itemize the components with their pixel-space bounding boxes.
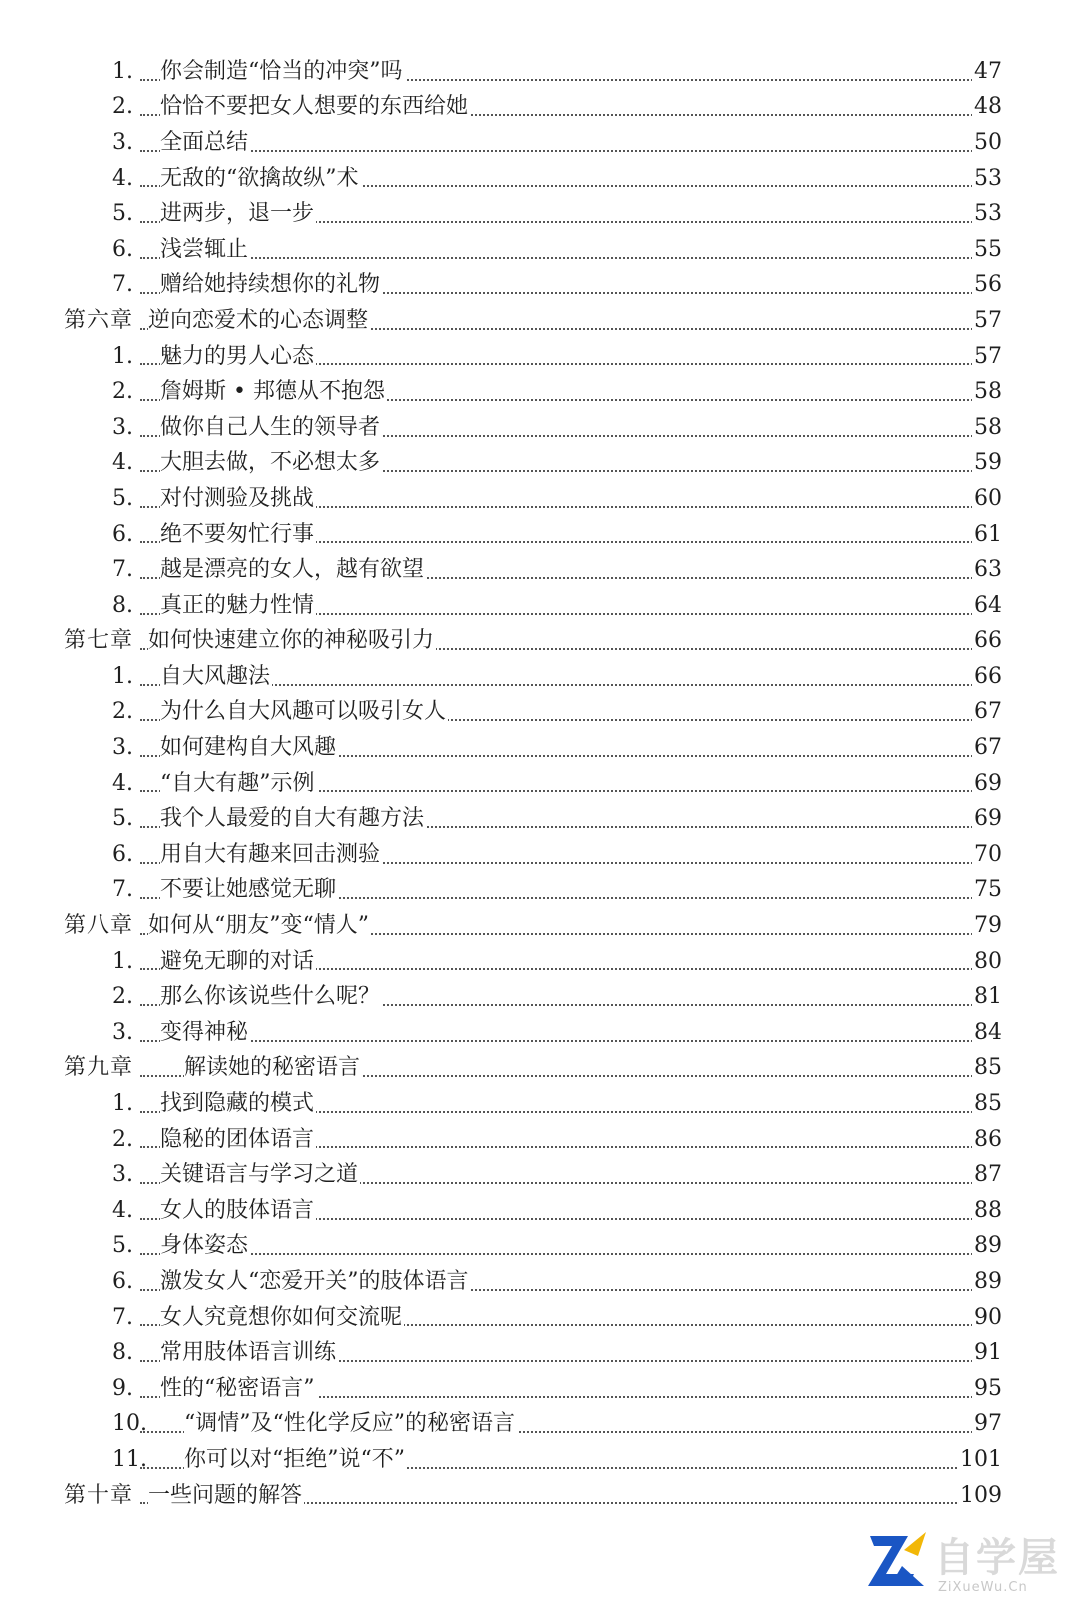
toc-chapter-row	[0, 624, 1080, 660]
entry-number: 6.	[112, 521, 133, 547]
toc-entry-row	[0, 1015, 1080, 1051]
table-of-contents	[0, 54, 1080, 1513]
chapter-label: 第八章	[64, 913, 134, 939]
toc-chapter-row	[0, 908, 1080, 944]
toc-entry-row	[0, 125, 1080, 161]
toc-entry-row	[0, 944, 1080, 980]
toc-entry-row	[0, 410, 1080, 446]
entry-number: 8.	[112, 1340, 133, 1366]
entry-number: 4.	[112, 450, 133, 476]
toc-entry-row	[0, 1442, 1080, 1478]
page-number: 61	[974, 521, 1002, 547]
entry-title: 激发女人“恋爱开关”的肢体语言	[160, 1268, 469, 1294]
toc-entry-row	[0, 1229, 1080, 1265]
page-number: 81	[974, 984, 1002, 1010]
entry-number: 3.	[112, 735, 133, 761]
chapter-label: 第九章	[64, 1055, 134, 1081]
entry-number: 4.	[112, 770, 133, 796]
entry-title: 对付测验及挑战	[160, 485, 315, 511]
toc-entry-row	[0, 1193, 1080, 1229]
page-number: 91	[974, 1340, 1002, 1366]
page-number: 85	[974, 1091, 1002, 1117]
toc-entry-row	[0, 1122, 1080, 1158]
entry-number: 3.	[112, 129, 133, 155]
entry-title: 不要让她感觉无聊	[160, 877, 337, 903]
entry-title: 魅力的男人心态	[160, 343, 315, 369]
entry-title: 性的“秘密语言”	[160, 1375, 315, 1401]
toc-entry-row	[0, 801, 1080, 837]
page-number: 101	[960, 1446, 1002, 1472]
entry-number: 4.	[112, 1197, 133, 1223]
toc-entry-row	[0, 268, 1080, 304]
toc-entry-row	[0, 1407, 1080, 1443]
toc-entry-row	[0, 232, 1080, 268]
entry-number: 11.	[112, 1446, 147, 1472]
entry-title: 变得神秘	[160, 1019, 249, 1045]
dot-leader	[140, 1040, 996, 1042]
page-number: 84	[974, 1019, 1002, 1045]
entry-number: 10.	[112, 1411, 147, 1437]
entry-title: 绝不要匆忙行事	[160, 521, 315, 547]
entry-title: 大胆去做，不必想太多	[160, 450, 381, 476]
entry-number: 3.	[112, 414, 133, 440]
toc-entry-row	[0, 1371, 1080, 1407]
entry-title: 全面总结	[160, 129, 249, 155]
entry-title: 用自大有趣来回击测验	[160, 841, 381, 867]
entry-number: 6.	[112, 236, 133, 262]
entry-number: 9.	[112, 1375, 133, 1401]
entry-number: 5.	[112, 201, 133, 227]
entry-number: 3.	[112, 1019, 133, 1045]
toc-entry-row	[0, 552, 1080, 588]
zixuewu-logo-icon	[864, 1526, 930, 1592]
entry-number: 2.	[112, 699, 133, 725]
entry-title: 关键语言与学习之道	[160, 1162, 359, 1188]
entry-number: 2.	[112, 984, 133, 1010]
page-number: 80	[974, 948, 1002, 974]
entry-number: 7.	[112, 557, 133, 583]
dot-leader	[140, 1253, 996, 1255]
toc-entry-row	[0, 517, 1080, 553]
page-number: 59	[974, 450, 1002, 476]
entry-title: 赠给她持续想你的礼物	[160, 272, 381, 298]
toc-entry-row	[0, 339, 1080, 375]
page-number: 58	[974, 414, 1002, 440]
entry-number: 8.	[112, 592, 133, 618]
toc-entry-row	[0, 481, 1080, 517]
toc-entry-row	[0, 837, 1080, 873]
toc-chapter-row	[0, 1051, 1080, 1087]
entry-title: 一些问题的解答	[148, 1482, 303, 1508]
dot-leader	[140, 150, 996, 152]
toc-entry-row	[0, 54, 1080, 90]
entry-number: 7.	[112, 272, 133, 298]
page-number: 55	[974, 236, 1002, 262]
entry-number: 6.	[112, 841, 133, 867]
page-number: 63	[974, 557, 1002, 583]
entry-number: 2.	[112, 1126, 133, 1152]
entry-title: 解读她的秘密语言	[184, 1055, 361, 1081]
page-number: 95	[974, 1375, 1002, 1401]
entry-title: 如何快速建立你的神秘吸引力	[148, 628, 435, 654]
entry-number: 1.	[112, 58, 133, 84]
toc-entry-row	[0, 1264, 1080, 1300]
page-number: 90	[974, 1304, 1002, 1330]
entry-title: 为什么自大风趣可以吸引女人	[160, 699, 447, 725]
page-number: 48	[974, 94, 1002, 120]
entry-number: 3.	[112, 1162, 133, 1188]
page-number: 53	[974, 165, 1002, 191]
entry-title: 自大风趣法	[160, 663, 271, 689]
toc-entry-row	[0, 1300, 1080, 1336]
toc-entry-row	[0, 659, 1080, 695]
toc-entry-row	[0, 1157, 1080, 1193]
toc-entry-row	[0, 766, 1080, 802]
page-number: 66	[974, 663, 1002, 689]
entry-number: 1.	[112, 663, 133, 689]
entry-title: 越是漂亮的女人，越有欲望	[160, 557, 425, 583]
entry-number: 2.	[112, 94, 133, 120]
toc-entry-row	[0, 1086, 1080, 1122]
page-number: 86	[974, 1126, 1002, 1152]
page-number: 57	[974, 343, 1002, 369]
entry-title: 避免无聊的对话	[160, 948, 315, 974]
page-number: 87	[974, 1162, 1002, 1188]
watermark-text: 自学屋	[934, 1535, 1060, 1581]
entry-title: 常用肢体语言训练	[160, 1340, 337, 1366]
entry-title: 做你自己人生的领导者	[160, 414, 381, 440]
entry-title: “调情”及“性化学反应”的秘密语言	[184, 1411, 515, 1437]
entry-number: 7.	[112, 877, 133, 903]
entry-title: 身体姿态	[160, 1233, 249, 1259]
toc-entry-row	[0, 730, 1080, 766]
entry-number: 7.	[112, 1304, 133, 1330]
page-number: 89	[974, 1233, 1002, 1259]
entry-title: 那么你该说些什么呢？	[160, 984, 381, 1010]
page-number: 109	[960, 1482, 1002, 1508]
entry-number: 2.	[112, 379, 133, 405]
watermark-url: ZiXueWu.Cn	[938, 1580, 1028, 1595]
entry-title: 如何从“朋友”变“情人”	[148, 913, 369, 939]
entry-title: 真正的魅力性情	[160, 592, 315, 618]
page-number: 67	[974, 699, 1002, 725]
entry-title: 恰恰不要把女人想要的东西给她	[160, 94, 469, 120]
page-number: 66	[974, 628, 1002, 654]
chapter-label: 第七章	[64, 628, 134, 654]
toc-entry-row	[0, 695, 1080, 731]
entry-title: 你会制造“恰当的冲突”吗	[160, 58, 403, 84]
page-number: 88	[974, 1197, 1002, 1223]
toc-chapter-row	[0, 303, 1080, 339]
entry-number: 1.	[112, 948, 133, 974]
toc-entry-row	[0, 979, 1080, 1015]
entry-number: 5.	[112, 806, 133, 832]
page-number: 70	[974, 841, 1002, 867]
entry-title: 逆向恋爱术的心态调整	[148, 307, 369, 333]
entry-title: 如何建构自大风趣	[160, 735, 337, 761]
entry-title: 浅尝辄止	[160, 236, 249, 262]
page-number: 67	[974, 735, 1002, 761]
entry-title: 我个人最爱的自大有趣方法	[160, 806, 425, 832]
page-number: 60	[974, 485, 1002, 511]
page-number: 75	[974, 877, 1002, 903]
watermark	[864, 1522, 1074, 1602]
dot-leader	[140, 257, 996, 259]
page-number: 57	[974, 307, 1002, 333]
toc-entry-row	[0, 588, 1080, 624]
page-number: 97	[974, 1411, 1002, 1437]
entry-title: 女人究竟想你如何交流呢	[160, 1304, 403, 1330]
entry-title: 詹姆斯 • 邦德从不抱怨	[160, 379, 385, 405]
chapter-label: 第六章	[64, 307, 134, 333]
toc-chapter-row	[0, 1478, 1080, 1514]
entry-title: 你可以对“拒绝”说“不”	[184, 1446, 405, 1472]
entry-title: 进两步，退一步	[160, 201, 315, 227]
toc-entry-row	[0, 374, 1080, 410]
page-number: 69	[974, 770, 1002, 796]
toc-entry-row	[0, 161, 1080, 197]
toc-entry-row	[0, 90, 1080, 126]
entry-title: 无敌的“欲擒故纵”术	[160, 165, 359, 191]
chapter-label: 第十章	[64, 1482, 134, 1508]
page-number: 53	[974, 201, 1002, 227]
entry-number: 1.	[112, 1091, 133, 1117]
toc-entry-row	[0, 873, 1080, 909]
entry-title: 女人的肢体语言	[160, 1197, 315, 1223]
page-number: 69	[974, 806, 1002, 832]
page-number: 47	[974, 58, 1002, 84]
toc-entry-row	[0, 196, 1080, 232]
page-number: 64	[974, 592, 1002, 618]
toc-entry-row	[0, 1335, 1080, 1371]
entry-number: 1.	[112, 343, 133, 369]
entry-title: 隐秘的团体语言	[160, 1126, 315, 1152]
entry-number: 6.	[112, 1268, 133, 1294]
page-number: 58	[974, 379, 1002, 405]
entry-number: 5.	[112, 485, 133, 511]
page-number: 56	[974, 272, 1002, 298]
page-number: 50	[974, 129, 1002, 155]
entry-number: 5.	[112, 1233, 133, 1259]
page-number: 85	[974, 1055, 1002, 1081]
toc-entry-row	[0, 446, 1080, 482]
page-number: 89	[974, 1268, 1002, 1294]
entry-title: 找到隐藏的模式	[160, 1091, 315, 1117]
entry-title: “自大有趣”示例	[160, 770, 315, 796]
entry-number: 4.	[112, 165, 133, 191]
page-number: 79	[974, 913, 1002, 939]
